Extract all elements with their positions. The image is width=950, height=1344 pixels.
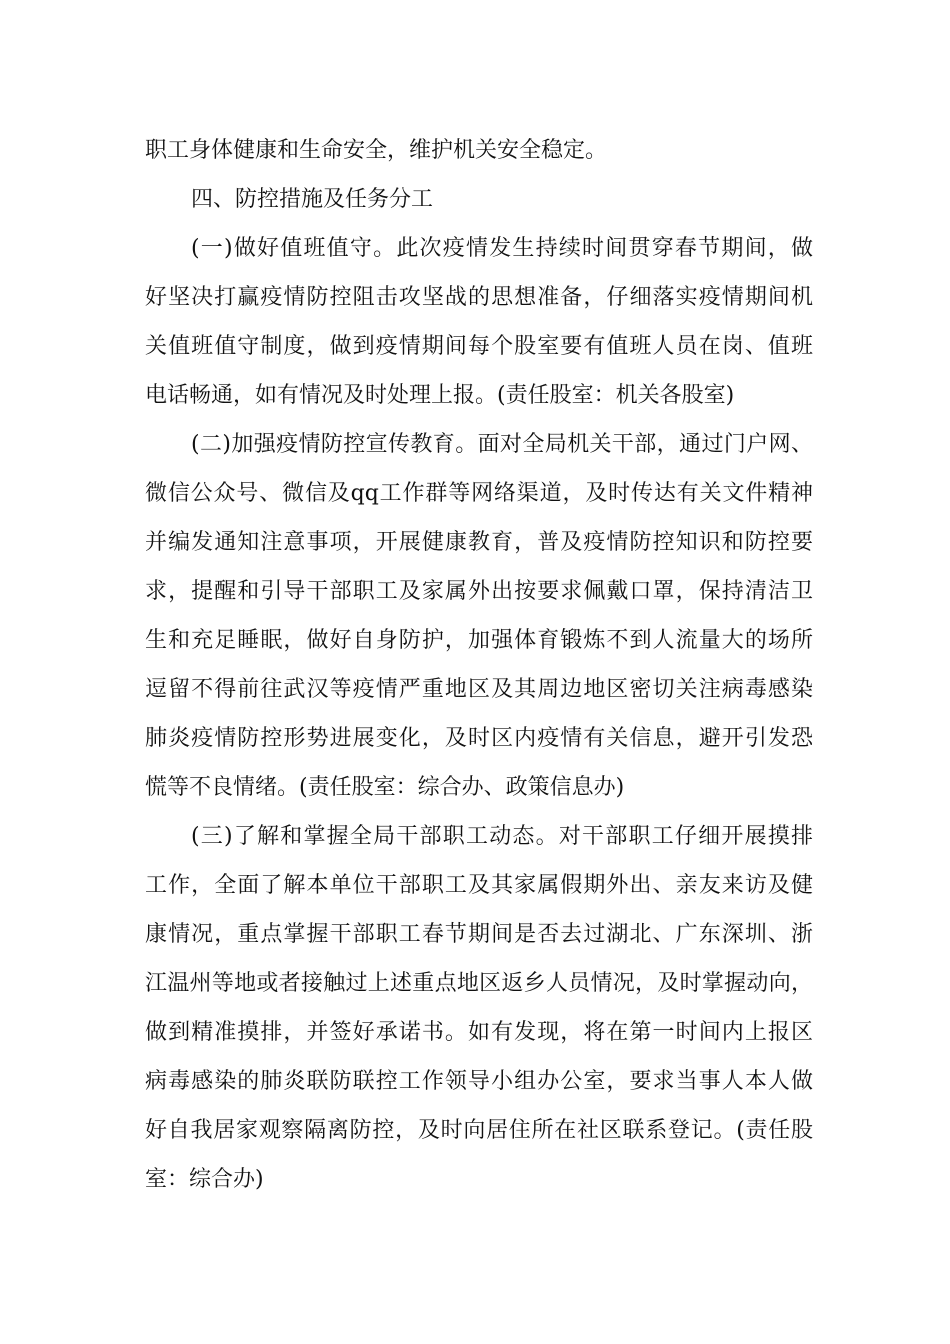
text-line: 微信公众号、微信及qq工作群等网络渠道，及时传达有关文件精神	[145, 481, 813, 506]
text-line: 电话畅通，如有情况及时处理上报。(责任股室：机关各股室)	[145, 383, 735, 408]
text-line: (一)做好值班值守。此次疫情发生持续时间贯穿春节期间，做	[191, 236, 813, 261]
text-line: 江温州等地或者接触过上述重点地区返乡人员情况，及时掌握动向，	[145, 971, 813, 996]
text-line: 求，提醒和引导干部职工及家属外出按要求佩戴口罩，保持清洁卫	[145, 579, 813, 604]
text-line: 室：综合办)	[145, 1167, 264, 1192]
text-line: (三)了解和掌握全局干部职工动态。对干部职工仔细开展摸排	[191, 824, 813, 849]
text-line: 做到精准摸排，并签好承诺书。如有发现，将在第一时间内上报区	[145, 1020, 813, 1045]
text-line: 好自我居家观察隔离防控，及时向居住所在社区联系登记。(责任股	[145, 1118, 813, 1143]
text-line: 好坚决打赢疫情防控阻击攻坚战的思想准备，仔细落实疫情期间机	[145, 285, 813, 310]
text-line: 病毒感染的肺炎联防联控工作领导小组办公室，要求当事人本人做	[145, 1069, 813, 1094]
document-body	[145, 126, 813, 1204]
text-line: 并编发通知注意事项，开展健康教育，普及疫情防控知识和防控要	[145, 530, 813, 555]
text-line: 工作，全面了解本单位干部职工及其家属假期外出、亲友来访及健	[145, 873, 813, 898]
text-line: 逗留不得前往武汉等疫情严重地区及其周边地区密切关注病毒感染	[145, 677, 813, 702]
text-line: 康情况，重点掌握干部职工春节期间是否去过湖北、广东深圳、浙	[145, 922, 813, 947]
text-line: 关值班值守制度，做到疫情期间每个股室要有值班人员在岗、值班	[145, 334, 813, 359]
text-line: 慌等不良情绪。(责任股室：综合办、政策信息办)	[145, 775, 625, 800]
text-line: 肺炎疫情防控形势进展变化，及时区内疫情有关信息，避开引发恐	[145, 726, 813, 751]
section-heading: 四、防控措施及任务分工	[191, 187, 434, 212]
text-line: 生和充足睡眠，做好自身防护，加强体育锻炼不到人流量大的场所	[145, 628, 813, 653]
text-line: (二)加强疫情防控宣传教育。面对全局机关干部，通过门户网、	[191, 432, 813, 457]
text-line: 职工身体健康和生命安全，维护机关安全稳定。	[145, 138, 608, 163]
